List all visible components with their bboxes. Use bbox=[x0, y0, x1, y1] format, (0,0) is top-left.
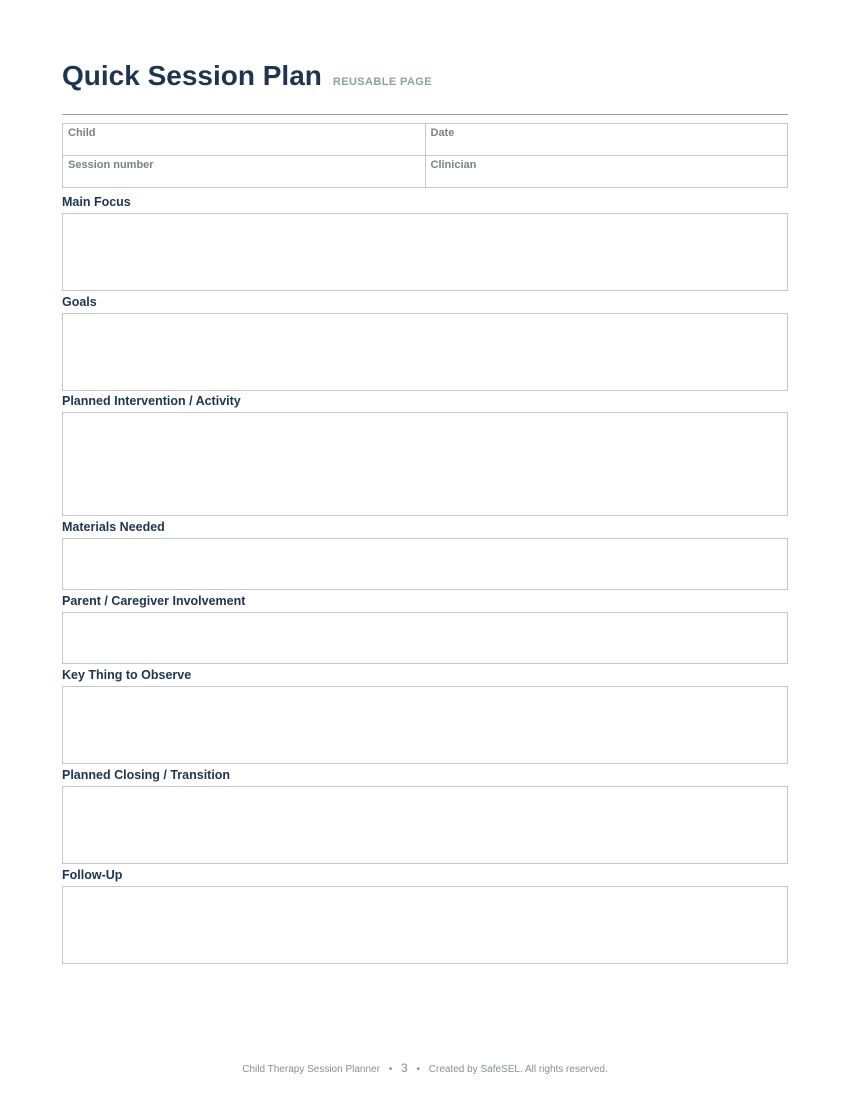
session-number-field[interactable] bbox=[63, 156, 426, 188]
planned-intervention-label: Planned Intervention / Activity bbox=[62, 394, 241, 408]
follow-up-label: Follow-Up bbox=[62, 868, 123, 882]
follow-up-box[interactable] bbox=[62, 886, 788, 964]
key-thing-to-observe-box[interactable] bbox=[62, 686, 788, 764]
clinician-field[interactable] bbox=[425, 156, 788, 188]
planned-closing-label: Planned Closing / Transition bbox=[62, 768, 231, 782]
session-info-table bbox=[62, 123, 788, 188]
page-title: Quick Session Plan bbox=[62, 60, 322, 91]
footer-copyright: Created by SafeSEL. All rights reserved. bbox=[428, 1064, 608, 1075]
page-footer bbox=[0, 1061, 850, 1075]
key-thing-to-observe-label: Key Thing to Observe bbox=[62, 668, 192, 682]
date-field[interactable] bbox=[425, 124, 788, 156]
child-field-label: Child bbox=[68, 127, 96, 139]
goals-box[interactable] bbox=[62, 313, 788, 391]
planned-intervention-box[interactable] bbox=[62, 412, 788, 516]
clinician-field-label: Clinician bbox=[430, 159, 477, 171]
reusable-page-badge: REUSABLE PAGE bbox=[332, 76, 432, 88]
main-focus-box[interactable] bbox=[62, 213, 788, 291]
footer-planner-name: Child Therapy Session Planner bbox=[242, 1064, 380, 1075]
caregiver-involvement-label: Parent / Caregiver Involvement bbox=[62, 594, 246, 608]
child-field[interactable] bbox=[63, 124, 426, 156]
date-field-label: Date bbox=[430, 127, 455, 139]
planned-closing-box[interactable] bbox=[62, 786, 788, 864]
caregiver-involvement-box[interactable] bbox=[62, 612, 788, 664]
footer-separator: • bbox=[388, 1064, 393, 1075]
materials-needed-box[interactable] bbox=[62, 538, 788, 590]
header-divider bbox=[62, 114, 788, 115]
materials-needed-label: Materials Needed bbox=[62, 520, 165, 534]
goals-label: Goals bbox=[62, 295, 97, 309]
page-header bbox=[62, 60, 432, 96]
footer-page-number: 3 bbox=[401, 1061, 408, 1075]
main-focus-label: Main Focus bbox=[62, 195, 131, 209]
session-number-field-label: Session number bbox=[68, 159, 154, 171]
footer-separator: • bbox=[416, 1064, 420, 1075]
